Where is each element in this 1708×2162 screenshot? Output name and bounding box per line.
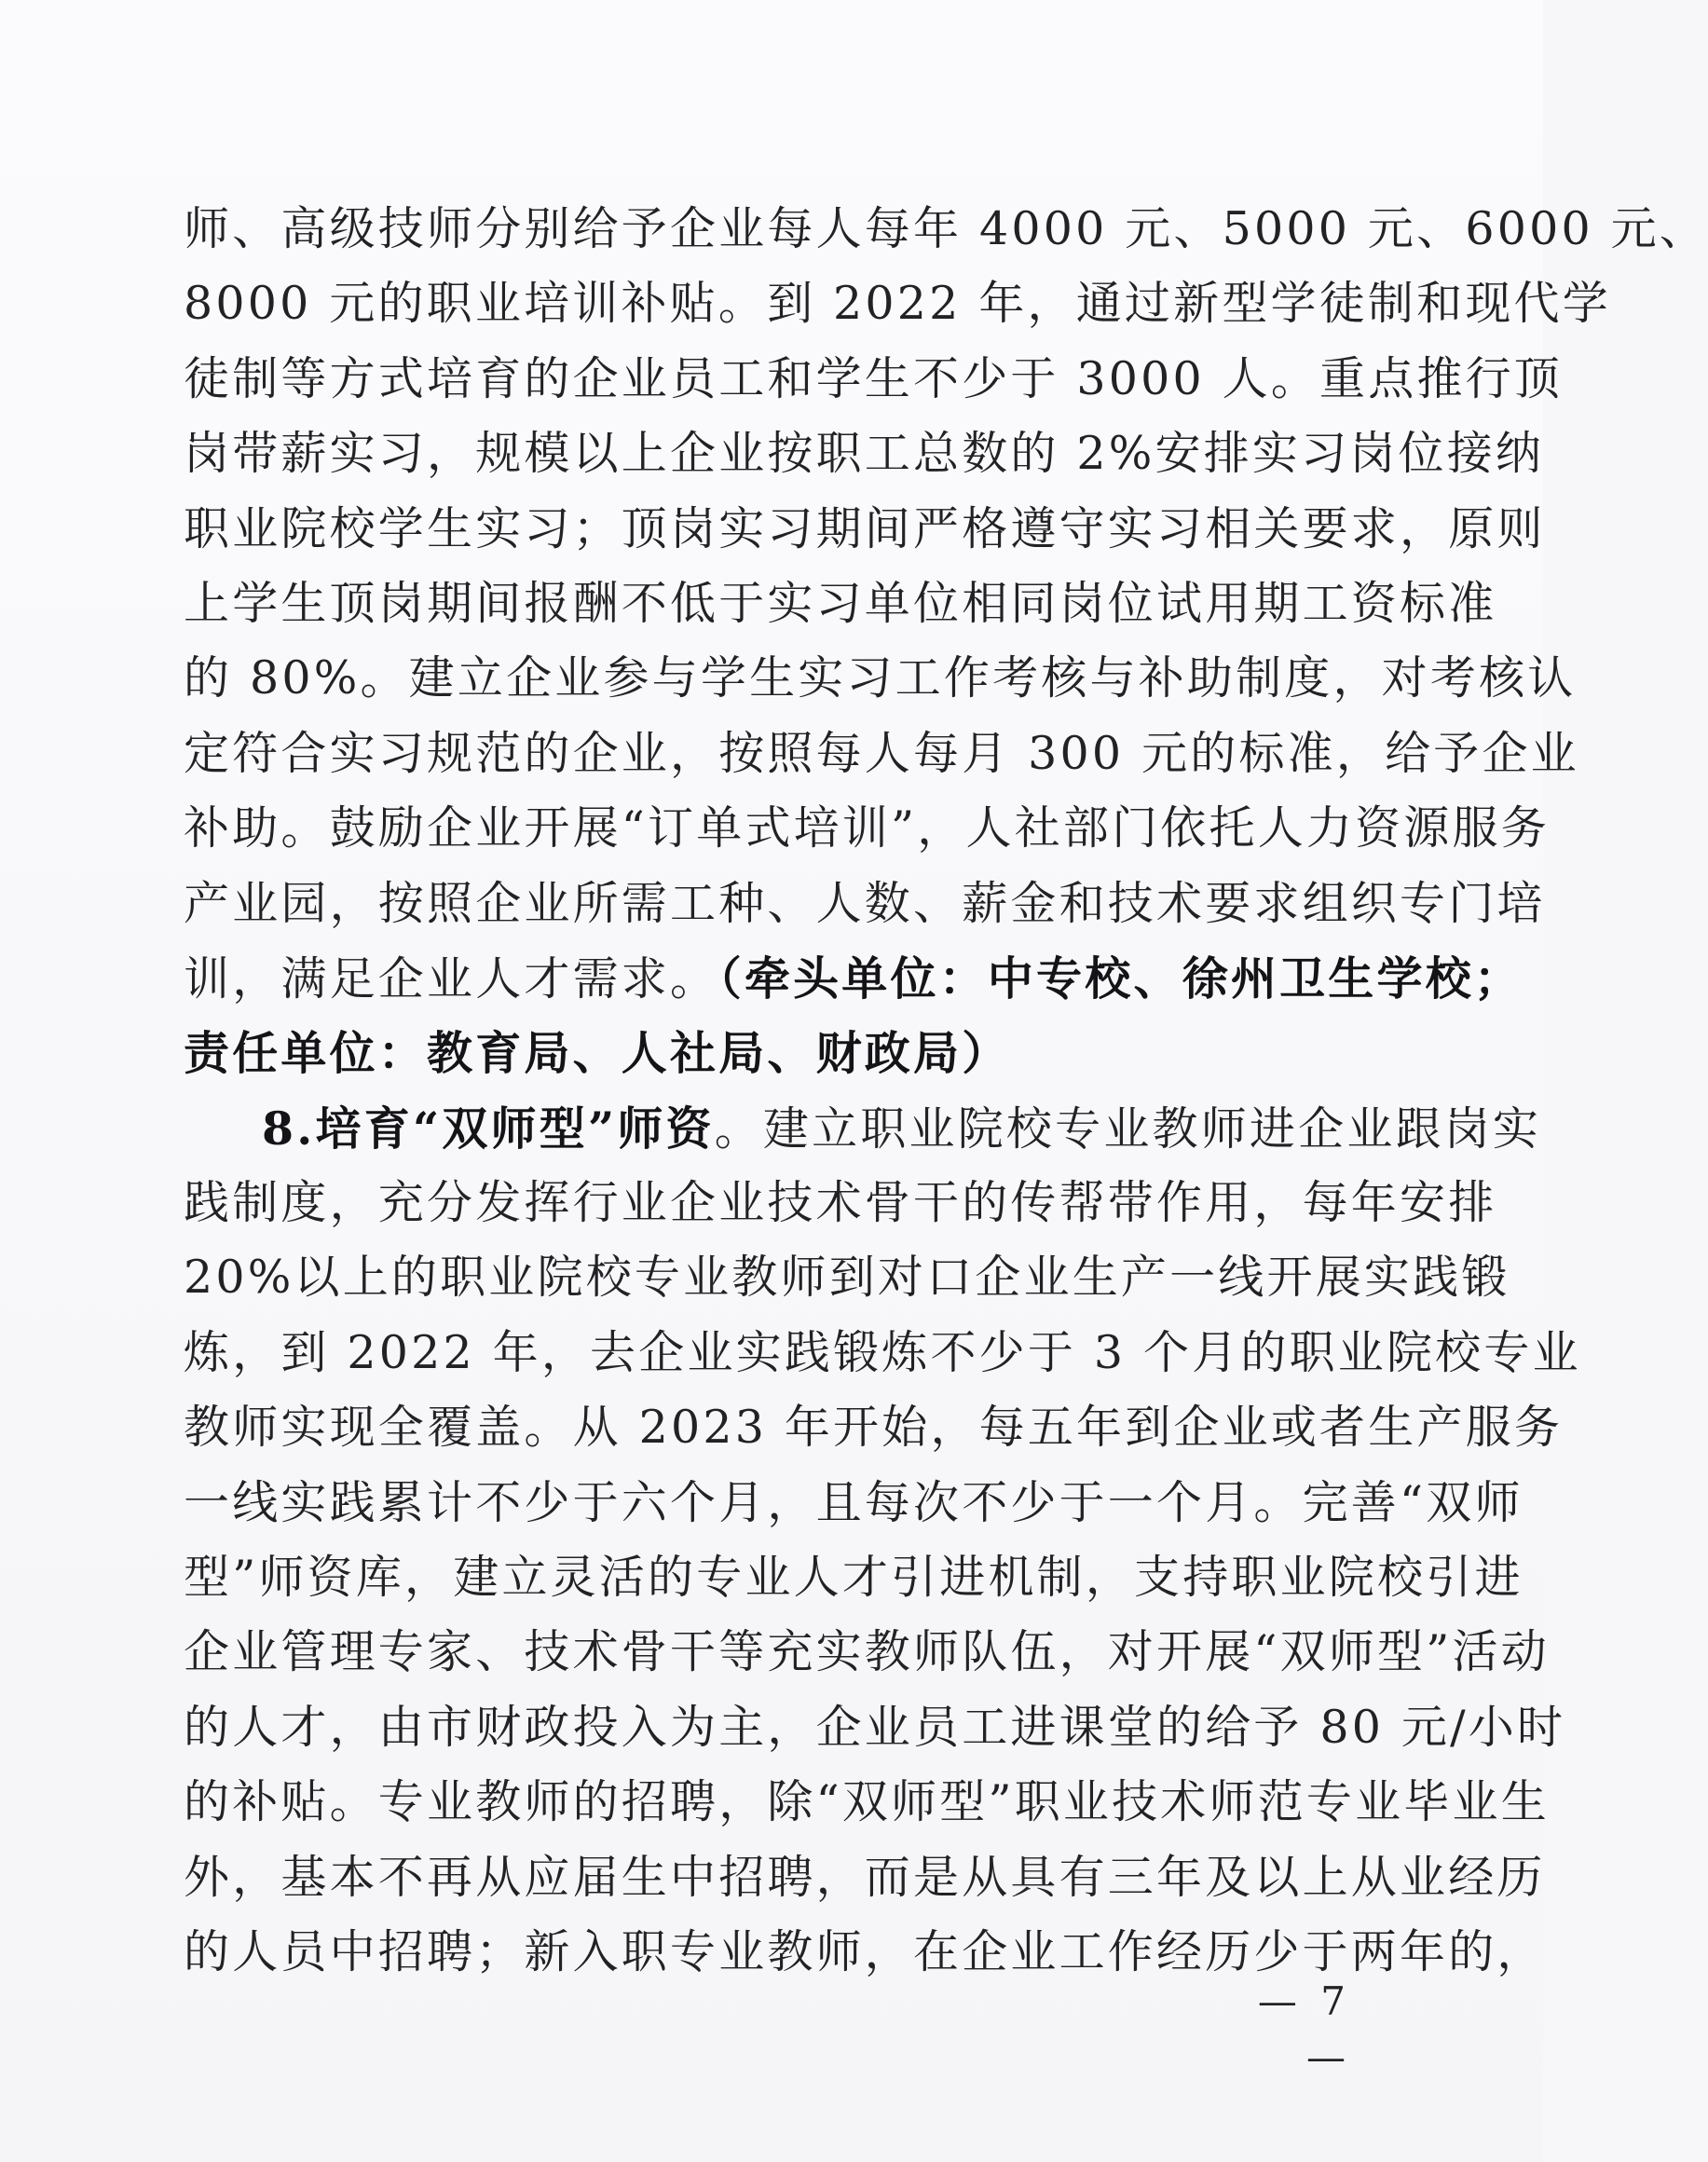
body-line-3: 徒制等方式培育的企业员工和学生不少于 3000 人。重点推行顶 [184,351,1564,405]
section-8-heading-line: 8.培育“双师型”师资。建立职业院校专业教师进企业跟岗实 [262,1101,1542,1156]
body-line-20: 企业管理专家、技术骨干等充实教师队伍，对开展“双师型”活动 [184,1625,1550,1679]
responsible-unit-note: 责任单位：教育局、人社局、财政局） [184,1026,1011,1081]
body-line-14: 践制度，充分发挥行业企业技术骨干的传帮带作用，每年安排 [184,1176,1497,1230]
body-line-4: 岗带薪实习，规模以上企业按职工总数的 2%安排实习岗位接纳 [184,427,1545,481]
document-body [184,192,1708,1990]
body-line-22: 的补贴。专业教师的招聘，除“双师型”职业技术师范专业毕业生 [184,1775,1550,1829]
body-line-5: 职业院校学生实习；顶岗实习期间严格遵守实习相关要求，原则 [184,501,1546,555]
body-line-21: 的人才，由市财政投入为主，企业员工进课堂的给予 80 元/小时 [184,1700,1566,1754]
body-line-17: 教师实现全覆盖。从 2023 年开始，每五年到企业或者生产服务 [184,1401,1564,1455]
page-number: — 7 — [1257,1978,1351,2080]
body-line-1: 师、高级技师分别给予企业每人每年 4000 元、5000 元、6000 元、 [184,202,1708,255]
body-line-18: 一线实践累计不少于六个月，且每次不少于一个月。完善“双师 [184,1475,1524,1529]
body-line-9: 补助。鼓励企业开展“订单式培训”，人社部门依托人力资源服务 [184,801,1550,855]
body-line-10: 产业园，按照企业所需工种、人数、薪金和技术要求组织专门培 [184,876,1546,930]
section-8-heading: 8.培育“双师型”师资 [262,1101,715,1156]
lead-unit-note: （牵头单位：中专校、徐州卫生学校； [718,951,1524,1006]
body-line-24: 的人员中招聘；新入职专业教师，在企业工作经历少于两年的， [184,1924,1546,1978]
body-line-8: 定符合实习规范的企业，按照每人每月 300 元的标准，给予企业 [184,726,1579,780]
body-line-16: 炼，到 2022 年，去企业实践锻炼不少于 3 个月的职业院校专业 [184,1325,1581,1379]
body-line-15: 20%以上的职业院校专业教师到对口企业生产一线开展实践锻 [184,1251,1510,1305]
body-line-7: 的 80%。建立企业参与学生实习工作考核与补助制度，对考核认 [184,651,1577,705]
body-line-2: 8000 元的职业培训补贴。到 2022 年，通过新型学徒制和现代学 [184,277,1611,331]
body-line-12 [184,1016,1348,1090]
body-line-11: 训，满足企业人才需求。（牵头单位：中专校、徐州卫生学校； [184,951,1524,1006]
body-line-19: 型”师资库，建立灵活的专业人才引进机制，支持职业院校引进 [184,1551,1524,1605]
body-line-23: 外，基本不再从应届生中招聘，而是从具有三年及以上从业经历 [184,1850,1546,1904]
body-line-6: 上学生顶岗期间报酬不低于实习单位相同岗位试用期工资标准 [184,576,1497,630]
